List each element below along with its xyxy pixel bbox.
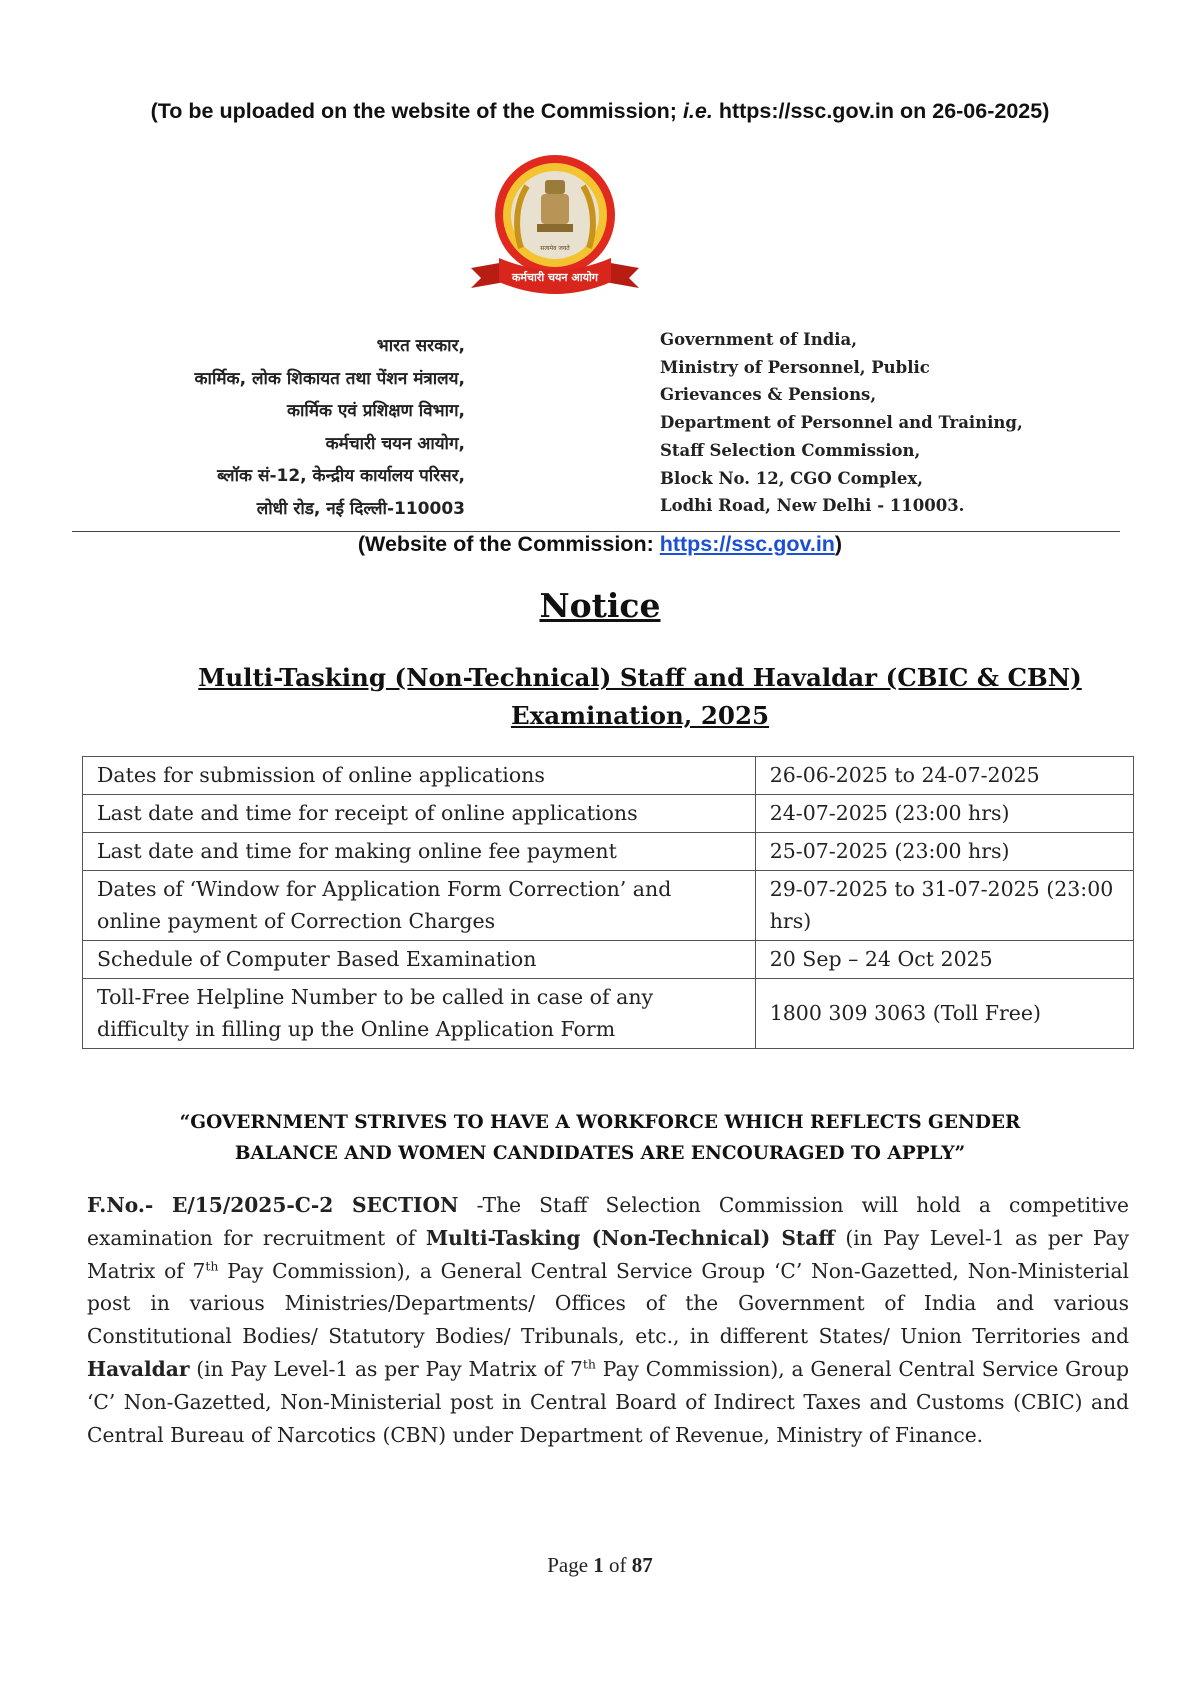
website-suffix: ) (834, 532, 843, 556)
page-of: of (609, 1553, 627, 1577)
website-link[interactable]: https://ssc.gov.in (659, 532, 835, 556)
ordinal-suffix: th (205, 1257, 219, 1273)
notice-body-paragraph (87, 1189, 1129, 1451)
address-hindi-line: ब्लॉक सं-12, केन्द्रीय कार्यालय परिसर, (217, 466, 465, 487)
address-hindi-line: कर्मचारी चयन आयोग, (325, 433, 465, 454)
emblem-motto: सत्यमेव जयते (540, 245, 570, 252)
exam-title (90, 659, 1190, 735)
slogan-line2: BALANCE AND WOMEN CANDIDATES ARE ENCOURAGED TO APPLY” (234, 1143, 966, 1164)
body-text: Pay Commission), a General Central Service Group ‘C’ Non-Gazetted, Non-Ministerial post in Central Board of Indirect Taxes and Customs (CBIC) and Central Bureau of Narcotics (CBN) under Department of Revenue, Ministry of Finance. (87, 1356, 1130, 1447)
address-english (660, 326, 1120, 520)
address-english-line: Grievances & Pensions, (660, 385, 877, 405)
table-row (83, 757, 1134, 795)
page-label: Page (547, 1553, 589, 1577)
address-hindi-line: लोधी रोड, नई दिल्ली-110003 (256, 498, 465, 519)
upload-note-ie: i.e. (682, 99, 713, 123)
schedule-event: Toll-Free Helpline Number to be called in case of any difficulty in filling up the Online Application Form (83, 979, 756, 1049)
schedule-date: 24-07-2025 (23:00 hrs) (755, 795, 1133, 833)
ssc-emblem-logo (465, 150, 645, 310)
schedule-date: 20 Sep – 24 Oct 2025 (755, 941, 1133, 979)
file-number: F.No.- E/15/2025-C-2 SECTION (87, 1193, 459, 1217)
body-text: -The Staff Selection Commission will hold a competitive examination for recruitment of (87, 1193, 1129, 1250)
page-number (0, 1553, 1200, 1578)
address-english-line: Government of India, (660, 330, 857, 349)
body-text: Pay Commission), a General Central Service Group ‘C’ Non-Gazetted, Non-Ministerial post in various Ministries/Departments/ Offices of the Government of India and various Constitutional Bodies/ Statutory Bodies/ Tribunals, etc., in different States/ Union Territories and (87, 1258, 1129, 1349)
gender-balance-slogan (100, 1107, 1100, 1169)
address-hindi-line: भारत सरकार, (376, 336, 465, 356)
notice-title: Notice (539, 586, 661, 625)
upload-note-suffix: https://ssc.gov.in on 26-06-2025) (712, 99, 1050, 123)
post-name-havaldar: Havaldar (87, 1356, 190, 1381)
address-hindi-line: कार्मिक एवं प्रशिक्षण विभाग, (286, 401, 465, 422)
slogan-line1: “GOVERNMENT STRIVES TO HAVE A WORKFORCE WHICH REFLECTS GENDER (179, 1112, 1021, 1133)
post-name-mts: Multi-Tasking (Non-Technical) Staff (425, 1225, 835, 1250)
address-english-line: Ministry of Personnel, Public (660, 357, 930, 377)
schedule-table (82, 756, 1134, 1049)
schedule-event: Dates of ‘Window for Application Form Correction’ and online payment of Correction Charges (83, 871, 756, 941)
schedule-event: Last date and time for making online fee payment (83, 833, 756, 871)
address-english-line: Staff Selection Commission, (660, 440, 921, 460)
exam-title-line2: Examination, 2025 (510, 701, 770, 730)
table-row (83, 871, 1134, 941)
upload-note-prefix: (To be uploaded on the website of the Commission; (150, 99, 683, 123)
website-prefix: (Website of the Commission: (357, 532, 660, 556)
table-row (83, 833, 1134, 871)
schedule-event: Schedule of Computer Based Examination (83, 941, 756, 979)
schedule-date: 26-06-2025 to 24-07-2025 (755, 757, 1133, 795)
address-english-line: Block No. 12, CGO Complex, (660, 468, 924, 488)
exam-title-line1: Multi-Tasking (Non-Technical) Staff and Havaldar (CBIC & CBN) (198, 663, 1082, 692)
address-english-line: Lodhi Road, New Delhi - 110003. (660, 496, 965, 516)
body-text: (in Pay Level-1 as per Pay Matrix of 7 (189, 1356, 583, 1381)
upload-note (60, 99, 1140, 124)
address-hindi-line: कार्मिक, लोक शिकायत तथा पेंशन मंत्रालय, (194, 368, 465, 389)
website-line (0, 532, 1200, 557)
emblem-hindi-text: कर्मचारी चयन आयोग (511, 271, 599, 284)
schedule-event: Last date and time for receipt of online applications (83, 795, 756, 833)
page-current: 1 (593, 1553, 604, 1577)
ordinal-suffix: th (582, 1356, 596, 1372)
address-hindi (80, 330, 465, 526)
address-english-line: Department of Personnel and Training, (660, 413, 1023, 433)
table-row (83, 795, 1134, 833)
schedule-date: 25-07-2025 (23:00 hrs) (755, 833, 1133, 871)
schedule-date: 1800 309 3063 (Toll Free) (755, 979, 1133, 1049)
schedule-date: 29-07-2025 to 31-07-2025 (23:00 hrs) (755, 871, 1133, 941)
schedule-event: Dates for submission of online applications (83, 757, 756, 795)
table-row (83, 941, 1134, 979)
table-row (83, 979, 1134, 1049)
body-text: (in Pay Level-1 as per Pay Matrix of 7 (87, 1225, 1129, 1283)
page-total: 87 (631, 1553, 653, 1577)
